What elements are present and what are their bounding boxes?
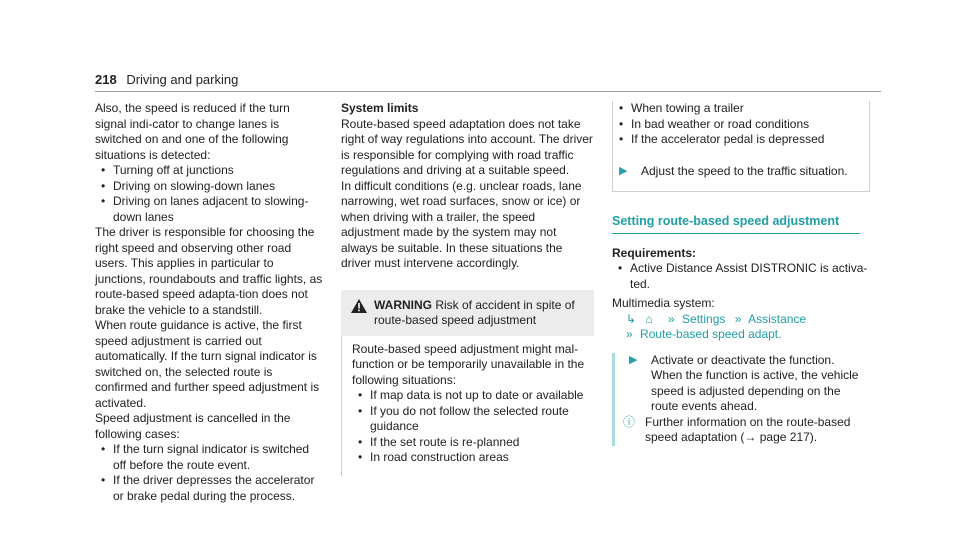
list-item: • In bad weather or road conditions	[613, 117, 863, 133]
column-middle	[341, 101, 594, 476]
list-item: • If map data is not up to date or available	[352, 388, 588, 404]
action-text: Adjust the speed to the traffic situation.	[641, 163, 848, 178]
warning-continuation-box	[612, 101, 870, 192]
list-item: • Driving on slowing-down lanes	[95, 179, 323, 195]
double-chevron-icon: »	[626, 327, 633, 341]
list-item: • When towing a trailer	[613, 101, 863, 117]
list-item: • Driving on lanes adjacent to slowing-down lanes	[95, 194, 323, 225]
menu-settings: Settings	[682, 311, 726, 326]
warning-triangle-icon	[351, 299, 368, 318]
requirements-label: Requirements:	[612, 245, 697, 260]
column-left	[95, 101, 323, 504]
requirements-list	[612, 261, 870, 292]
info-note-icon: ⓘ	[623, 414, 636, 429]
menu-path	[612, 312, 870, 328]
paragraph: Route-based speed adjustment might mal-function or be temporarily unavailable in the following situations:	[352, 341, 585, 387]
action-arrow-icon: ▶	[619, 164, 628, 177]
menu-route-based: Route-based speed adapt.	[640, 327, 782, 341]
list-item: • If the driver depresses the accelerator or brake pedal during the process.	[95, 473, 323, 504]
list-item: • Active Distance Assist DISTRONIC is activa-ted.	[612, 261, 870, 292]
page-number: 218	[95, 72, 117, 87]
list-item: • If you do not follow the selected route guidance	[352, 404, 588, 435]
menu-return-icon: ↳	[626, 311, 637, 326]
paragraph: Speed adjustment is cancelled in the following cases:	[95, 411, 291, 441]
double-chevron-icon: »	[668, 311, 675, 326]
page-header	[95, 72, 238, 87]
paragraph: Route-based speed adaptation does not take right of way regulations into account. The driver is responsible for complying with road traffic regulations and driving at a suitable speed.	[341, 116, 593, 177]
info-note	[623, 415, 870, 446]
note-text: Further information on the route-based speed adaptation (→ page 217).	[645, 414, 851, 444]
chapter-title: Driving and parking	[126, 72, 239, 87]
warning-title: Risk of accident in spite of route-based speed adjustment	[374, 297, 575, 327]
list-item: • If the accelerator pedal is depressed	[613, 132, 863, 148]
header-rule	[95, 91, 881, 92]
multimedia-label: Multimedia system:	[612, 296, 715, 310]
menu-assistance: Assistance	[748, 311, 807, 326]
warning-body	[341, 336, 594, 476]
bullet-list	[352, 388, 588, 466]
paragraph: Also, the speed is reduced if the turn signal indi-cator to change lanes is switched on and one of the following situations is detected:	[95, 101, 290, 162]
list-item: • In road construction areas	[352, 450, 588, 466]
bullet-list	[613, 101, 863, 148]
warning-label: WARNING	[374, 297, 432, 312]
list-item: • Turning off at junctions	[95, 163, 323, 179]
bullet-list	[95, 442, 323, 504]
instruction-block	[612, 353, 870, 446]
menu-path-line2	[612, 327, 870, 343]
action-arrow-icon: ▶	[629, 353, 638, 366]
home-icon: ⌂	[645, 311, 653, 326]
double-chevron-icon: »	[734, 311, 742, 326]
warning-header	[341, 290, 594, 336]
bullet-list	[95, 163, 323, 225]
column-right	[612, 101, 870, 446]
action-description: When the function is active, the vehicle speed is adjusted depending on the route events ahead.	[651, 368, 859, 413]
action-step	[623, 353, 870, 415]
paragraph: In difficult conditions (e.g. unclear roads, lane narrowing, wet road surfaces, snow or ice) or when driving with a trailer, the speed adjustment made by the system may not always be suitable. In these situations the driver must intervene accordingly.	[341, 178, 582, 270]
paragraph: When route guidance is active, the first speed adjustment is carried out automatically. If the turn signal indicator is switched on, the selected route is confirmed and further speed adjustment is activated.	[95, 318, 320, 410]
list-item: • If the turn signal indicator is switched off before the route event.	[95, 442, 323, 473]
action-step	[613, 164, 863, 180]
warning-box	[341, 290, 594, 476]
action-text: Activate or deactivate the function.	[651, 352, 835, 367]
paragraph: The driver is responsible for choosing the right speed and observing other road users. This applies in particular to junctions, roundabouts and traffic lights, as route-based speed adapta-tion does not brake the vehicle to a standstill.	[95, 225, 323, 317]
section-heading: System limits	[341, 101, 419, 115]
section-title: Setting route-based speed adjustment	[612, 214, 860, 234]
list-item: • If the set route is re-planned	[352, 435, 588, 451]
